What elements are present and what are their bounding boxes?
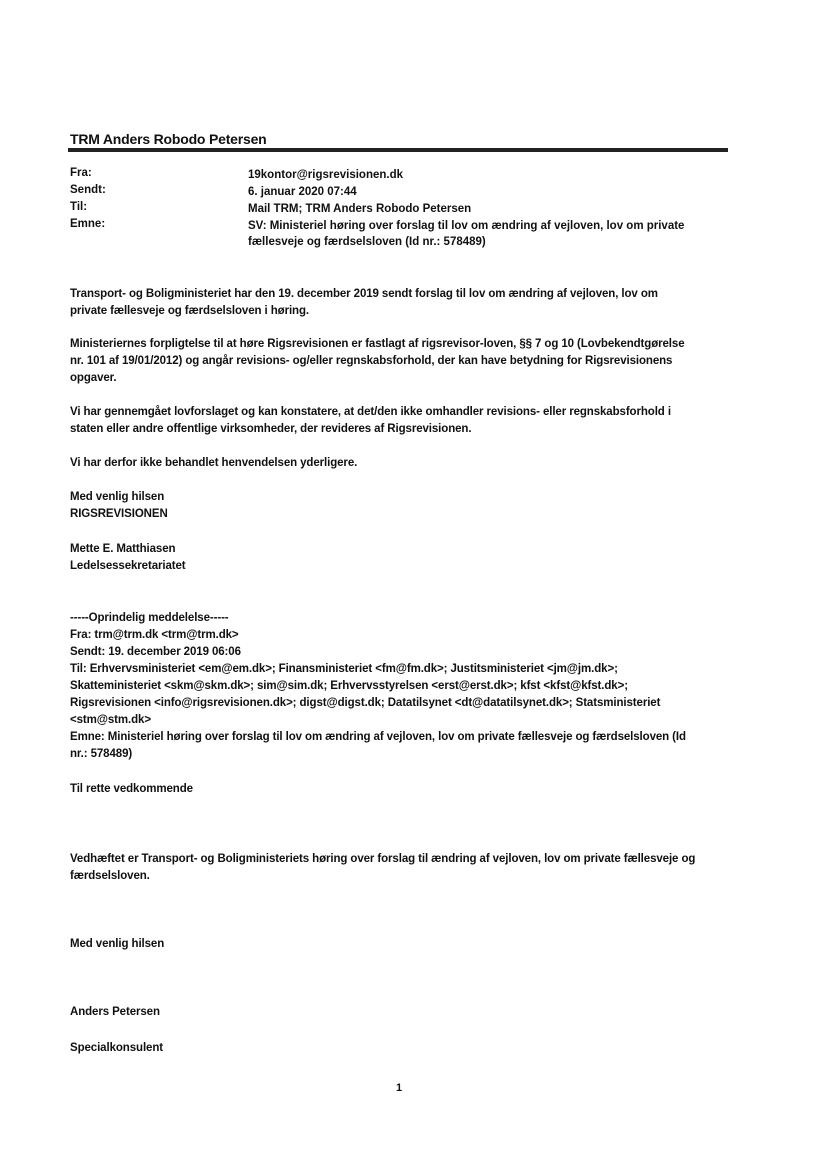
signature: Mette E. Matthiasen Ledelsessekretariatet xyxy=(70,543,186,572)
original-sent: Sendt: 19. december 2019 06:06 xyxy=(70,646,241,658)
header-subject-label: Emne: xyxy=(70,218,106,230)
page-number: 1 xyxy=(396,1082,403,1094)
original-role: Specialkonsulent xyxy=(70,1042,163,1054)
original-subject: Emne: Ministeriel høring over forslag til lov om ændring af vejloven, lov om private fællesveje og færdselsloven (Id nr.: 578489) xyxy=(70,731,686,760)
header-to-label: Til: xyxy=(70,201,88,213)
body-paragraph-2: Ministeriernes forpligtelse til at høre Rigsrevisionen er fastlagt af rigsrevisor-loven, §§ 7 og 10 (Lovbekendtgørelse nr. 101 af 19/01/2012) og angår revisions- og/eller regnskabsforhold, der kan have betydning for Rigsrevisionens opgaver. xyxy=(70,338,685,384)
closing-greeting: Med venlig hilsen RIGSREVISIONEN xyxy=(70,491,168,520)
title-divider xyxy=(68,148,728,152)
header-sent-label: Sendt: xyxy=(70,184,106,196)
header-subject-value: SV: Ministeriel høring over forslag til lov om ændring af vejloven, lov om private fællesveje og færdselsloven (Id nr.: 578489) xyxy=(248,220,685,248)
original-message-separator: -----Oprindelig meddelelse----- xyxy=(70,612,229,624)
header-from-label: Fra: xyxy=(70,167,92,179)
original-closing: Med venlig hilsen xyxy=(70,938,165,950)
original-greeting: Til rette vedkommende xyxy=(70,783,193,795)
original-to: Til: Erhvervsministeriet <em@em.dk>; Finansministeriet <fm@fm.dk>; Justitsministeriet <jm@jm.dk>; Skatteministeriet <skm@skm.dk>; sim@sim.dk; Erhvervsstyrelsen <erst@erst.dk>; kfst <kfst@kfst.dk>; Rigsrevisionen <info@rigsrevisionen.dk>; digst@digst.dk; Datatilsynet <dt@datatilsynet.dk>; Statsministeriet <stm@stm.dk> xyxy=(70,663,661,726)
body-paragraph-1: Transport- og Boligministeriet har den 19. december 2019 sendt forslag til lov om ændring af vejloven, lov om private fællesveje og færdselsloven i høring. xyxy=(70,288,658,317)
original-name: Anders Petersen xyxy=(70,1006,160,1018)
original-body: Vedhæftet er Transport- og Boligministeriets høring over forslag til ændring af vejloven, lov om private fællesveje og færdselsloven. xyxy=(70,853,696,882)
original-from: Fra: trm@trm.dk <trm@trm.dk> xyxy=(70,629,239,641)
body-paragraph-3: Vi har gennemgået lovforslaget og kan konstatere, at det/den ikke omhandler revisions- eller regnskabsforhold i staten eller andre offentlige virksomheder, der revideres af Rigsrevisionen. xyxy=(70,406,671,435)
sender-name-title: TRM Anders Robodo Petersen xyxy=(70,131,267,147)
header-from-value: 19kontor@rigsrevisionen.dk xyxy=(248,169,404,181)
header-sent-value: 6. januar 2020 07:44 xyxy=(248,186,357,198)
body-paragraph-4: Vi har derfor ikke behandlet henvendelsen yderligere. xyxy=(70,457,358,469)
header-to-value: Mail TRM; TRM Anders Robodo Petersen xyxy=(248,203,472,215)
